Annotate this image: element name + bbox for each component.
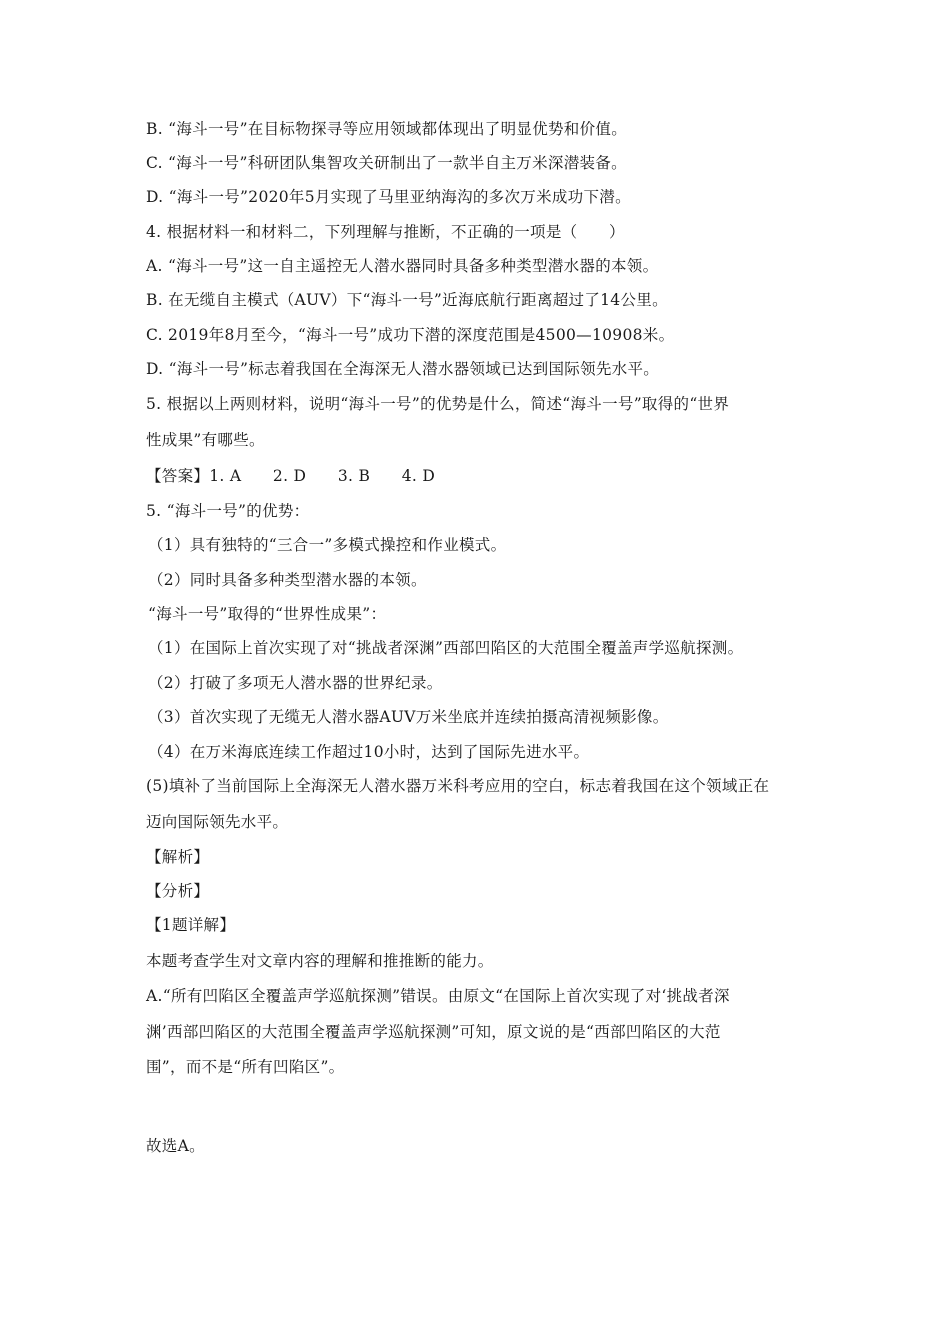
q3-option-b: B. “海斗一号”在目标物探寻等应用领域都体现出了明显优势和价值。 — [146, 120, 627, 138]
conclusion: 故选A。 — [146, 1137, 205, 1155]
q5-stem-line1: 5. 根据以上两则材料，说明“海斗一号”的优势是什么，简述“海斗一号”取得的“世界 — [146, 395, 730, 413]
q4-option-d: D. “海斗一号”标志着我国在全海深无人潜水器领域已达到国际领先水平。 — [146, 360, 660, 378]
result-4: （4）在万米海底连续工作超过10小时，达到了国际先进水平。 — [148, 743, 590, 761]
advantage-2: （2）同时具备多种类型潜水器的本领。 — [148, 571, 427, 589]
analysis-subheading: 【分析】 — [146, 882, 210, 900]
result-1: （1）在国际上首次实现了对“挑战者深渊”西部凹陷区的大范围全覆盖声学巡航探测。 — [148, 639, 744, 657]
result-5-line2: 迈向国际领先水平。 — [146, 813, 289, 831]
analysis-intro: 本题考查学生对文章内容的理解和推推断的能力。 — [146, 952, 494, 970]
q4-stem: 4. 根据材料一和材料二，下列理解与推断，不正确的一项是（ ） — [146, 223, 625, 241]
analysis-a-line2: 渊’西部凹陷区的大范围全覆盖声学巡航探测”可知，原文说的是“西部凹陷区的大范 — [146, 1023, 721, 1041]
q4-option-a: A. “海斗一号”这一自主遥控无人潜水器同时具备多种类型潜水器的本领。 — [146, 257, 659, 275]
analysis-a-line1: A.“所有凹陷区全覆盖声学巡航探测”错误。由原文“在国际上首次实现了对‘挑战者深 — [146, 987, 730, 1005]
result-5-line1: (5)填补了当前国际上全海深无人潜水器万米科考应用的空白，标志着我国在这个领域正在 — [146, 777, 770, 795]
q4-option-b: B. 在无缆自主模式（AUV）下“海斗一号”近海底航行距离超过了14公里。 — [146, 291, 668, 309]
answer-line: 【答案】1. A 2. D 3. B 4. D — [146, 467, 436, 485]
result-2: （2）打破了多项无人潜水器的世界纪录。 — [148, 674, 443, 692]
q4-option-c: C. 2019年8月至今，“海斗一号”成功下潜的深度范围是4500—10908米。 — [146, 326, 675, 344]
analysis-heading: 【解析】 — [146, 848, 210, 866]
results-title: “海斗一号”取得的“世界性成果”： — [148, 605, 387, 623]
result-3: （3）首次实现了无缆无人潜水器AUV万米坐底并连续拍摄高清视频影像。 — [148, 708, 669, 726]
q3-option-d: D. “海斗一号”2020年5月实现了马里亚纳海沟的多次万米成功下潜。 — [146, 188, 631, 206]
q3-option-c: C. “海斗一号”科研团队集智攻关研制出了一款半自主万米深潜装备。 — [146, 154, 627, 172]
answer-q5-title: 5. “海斗一号”的优势： — [146, 502, 310, 520]
q5-stem-line2: 性成果”有哪些。 — [146, 431, 265, 449]
advantage-1: （1）具有独特的“三合一”多模式操控和作业模式。 — [148, 536, 507, 554]
detail-1-title: 【1题详解】 — [146, 916, 236, 934]
analysis-a-line3: 围”，而不是“所有凹陷区”。 — [146, 1058, 345, 1076]
